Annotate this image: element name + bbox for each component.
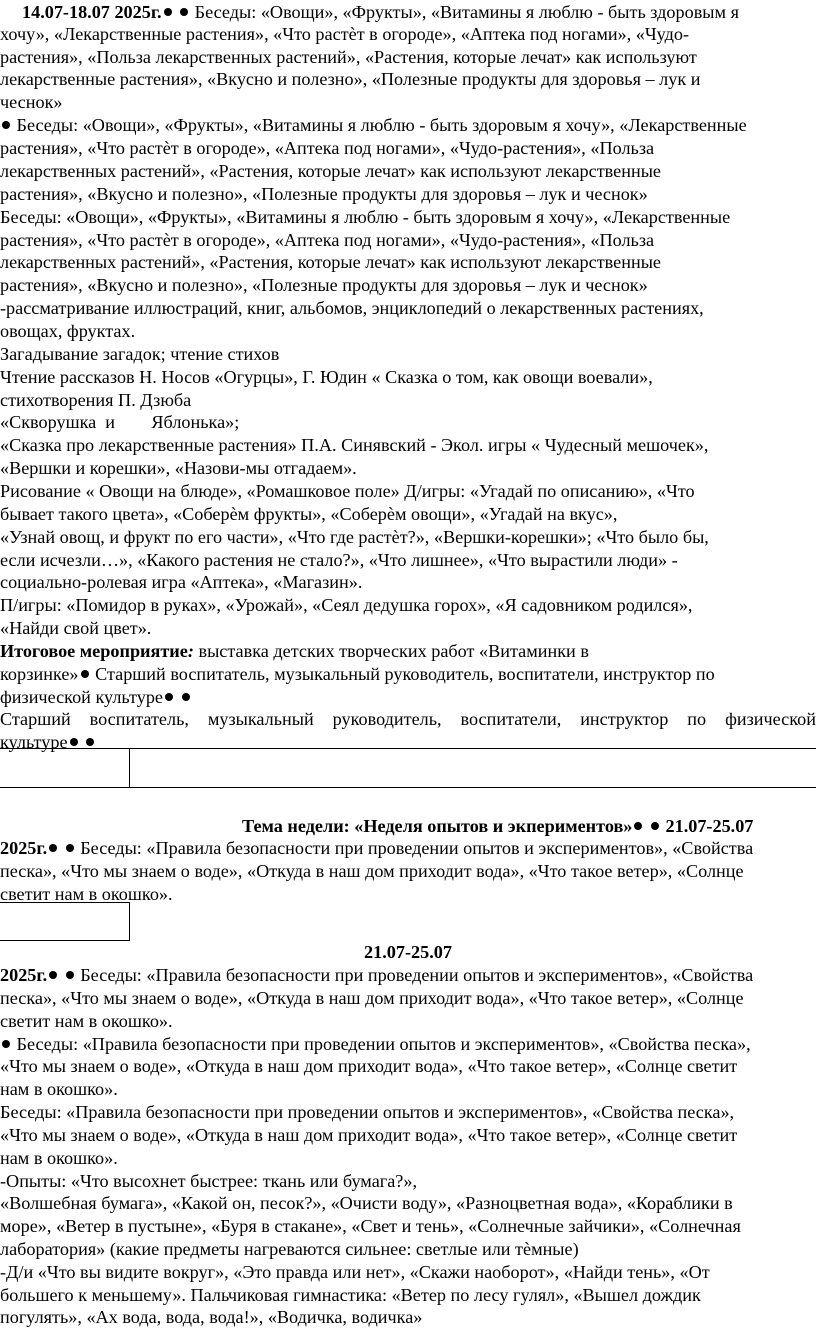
week-3-dates: 21.07-25.07 [364,942,452,962]
text-line: песка», «Что мы знаем о воде», «Откуда в наш дом приходит вода», «Что такое ветер», «Солнце [0,988,744,1008]
text-line: «Что мы знаем о воде», «Откуда в наш дом приходит вода», «Что такое ветер», «Солнце светит [0,1056,738,1076]
text-line: растения», «Что растѐт в огороде», «Аптека под ногами», «Чудо-растения», «Польза [0,230,655,250]
bullet-icon [49,844,57,852]
text-line: хочу», «Лекарственные растения», «Что растѐт в огороде», «Аптека под ногами», «Чудо- [0,24,690,44]
text-line: лекарственных растений», «Растения, которые лечат» как используют лекарственные [0,161,661,181]
text-line: -Д/и «Что вы видите вокруг», «Это правда или нет», «Скажи наоборот», «Найди тень», «От [0,1262,710,1282]
text-line: стихотворения П. Дзюба [0,390,192,410]
text-line: Старший воспитатель, музыкальный руководитель, воспитатели, инструктор по [90,664,715,684]
text-line: растения», «Вкусно и полезно», «Полезные продукты для здоровья – лук и чеснок» [0,184,648,204]
text-line: «Сказка про лекарственные растения» П.А. Синявский - Экол. игры « Чудесный мешочек», [0,435,709,455]
text-line: Старший воспитатель, музыкальный руководитель, воспитатели, инструктор по физической [0,709,816,729]
bullet-icon [182,693,190,701]
text-line [0,731,96,753]
table-border [129,748,130,787]
bullet-icon [651,822,659,830]
week-1-header-line [22,1,739,23]
text-line: «Волшебная бумага», «Какой он, песок?», «Очисти воду», «Разноцветная вода», «Кораблики в [0,1193,733,1213]
text-line: Беседы: «Овощи», «Фрукты», «Витамины я люблю - быть здоровым я хочу», «Лекарственные [0,207,731,227]
week-theme-title: Тема недели: «Неделя опытов и экпериментов» [242,816,633,836]
bullet-icon [634,822,642,830]
text-line: большего к меньшему». Пальчиковая гимнастика: «Ветер по лесу гулял», «Вышел дождик [0,1285,701,1305]
text-line: выставка детских творческих работ «Витаминки в [193,641,589,661]
text-line: песка», «Что мы знаем о воде», «Откуда в наш дом приходит вода», «Что такое ветер», «Солнце [0,861,744,881]
bullet-icon [66,971,74,979]
text-line: море», «Ветер в пустыне», «Буря в стакане», «Свет и тень», «Солнечные зайчики», «Солнечная [0,1216,741,1236]
text-line: культуре [0,732,68,752]
text-line: растения», «Польза лекарственных растений», «Растения, которые лечат» как используют [0,47,697,67]
table-border [0,748,816,749]
text-line: «Узнай овощ, и фрукт по его части», «Что где растѐт?», «Вершки-корешки»; «Что было бы, [0,527,709,547]
table-border [0,787,816,788]
bullet-line [0,1033,751,1055]
text-line: лекарственные растения», «Вкусно и полезно», «Полезные продукты для здоровья – лук и [0,69,701,89]
text-line: «Найди свой цвет». [0,618,152,638]
text-line: Беседы: «Овощи», «Фрукты», «Витамины я люблю - быть здоровым я хочу», «Лекарственные [16,115,747,135]
bullet-icon [81,670,89,678]
week-2-dates: 21.07-25.07 [660,816,754,836]
text-line: Беседы: «Овощи», «Фрукты», «Витамины я люблю - быть здоровым я [194,2,739,22]
week-2-first-line [0,837,753,859]
week-2-theme-line [242,815,753,837]
year-label: 2025г. [0,838,48,858]
text-line: чеснок» [0,92,63,112]
text-line: овощах, фруктах. [0,321,136,341]
final-event-label: Итоговое мероприятие [0,641,188,661]
final-event-colon: : [187,641,194,661]
week-1-dates: 14.07-18.07 2025г. [22,2,162,22]
text-line: -рассматривание иллюстраций, книг, альбомов, энциклопедий о лекарственных растениях, [0,298,704,318]
bullet-icon [70,738,78,746]
text-line: растения», «Вкусно и полезно», «Полезные продукты для здоровья – лук и чеснок» [0,275,648,295]
text-line: П/игры: «Помидор в руках», «Урожай», «Сеял дедушка горох», «Я садовником родился», [0,595,693,615]
text-line: погулять», «Ах вода, вода, вода!», «Водичка, водичка» [0,1307,423,1327]
final-event-line [0,640,589,662]
text-line: лекарственных растений», «Растения, которые лечат» как используют лекарственные [0,252,661,272]
bullet-icon [2,1040,10,1048]
text-line [0,686,192,708]
bullet-icon [86,738,94,746]
text-line: если исчезли…», «Какого растения не стало?», «Что лишнее», «Что вырастили люди» - [0,550,678,570]
text-line: Чтение рассказов Н. Носов «Огурцы», Г. Юдин « Сказка о том, как овощи воевали», [0,367,653,387]
text-line: корзинке» [0,664,79,684]
text-line: Беседы: «Правила безопасности при проведении опытов и экспериментов», «Свойства песка», [12,1034,751,1054]
text-line: «Скворушка и Яблонька»; [0,412,240,432]
text-line: светит нам в окошко». [0,1011,173,1031]
text-line: светит нам в окошко». [0,884,173,904]
text-line: «Что мы знаем о воде», «Откуда в наш дом приходит вода», «Что такое ветер», «Солнце светит [0,1125,738,1145]
text-line: нам в окошко». [0,1079,118,1099]
text-line: бывает такого цвета», «Соберѐм фрукты», «Соберѐм овощи», «Угадай на вкус», [0,504,618,524]
week-3-first-line [0,964,753,986]
text-line: растения», «Что растѐт в огороде», «Аптека под ногами», «Чудо-растения», «Польза [0,138,655,158]
text-line: Беседы: «Правила безопасности при проведении опытов и экспериментов», «Свойства [80,965,754,985]
year-label: 2025г. [0,965,48,985]
text-line: нам в окошко». [0,1148,118,1168]
text-line: Загадывание загадок; чтение стихов [0,344,280,364]
bullet-icon [49,971,57,979]
text-line: физической культуре [0,687,163,707]
bullet-icon [164,8,172,16]
bullet-icon [180,8,188,16]
bullet-icon [2,121,10,129]
text-line: лаборатория» (какие предметы нагреваются сильнее: светлые или тѐмные) [0,1239,579,1259]
bullet-line [0,114,747,136]
text-line: -Опыты: «Что высохнет быстрее: ткань или бумага?», [0,1171,418,1191]
text-line: Беседы: «Правила безопасности при проведении опытов и экспериментов», «Свойства [80,838,754,858]
text-line: Рисование « Овощи на блюде», «Ромашковое поле» Д/игры: «Угадай по описанию», «Что [0,481,695,501]
table-cell [0,902,130,941]
text-line: Беседы: «Правила безопасности при проведении опытов и экспериментов», «Свойства песка», [0,1102,735,1122]
text-line [0,663,715,685]
bullet-icon [165,693,173,701]
text-line: социально-ролевая игра «Аптека», «Магазин». [0,572,363,592]
bullet-icon [66,844,74,852]
text-line: «Вершки и корешки», «Назови-мы отгадаем». [0,458,357,478]
